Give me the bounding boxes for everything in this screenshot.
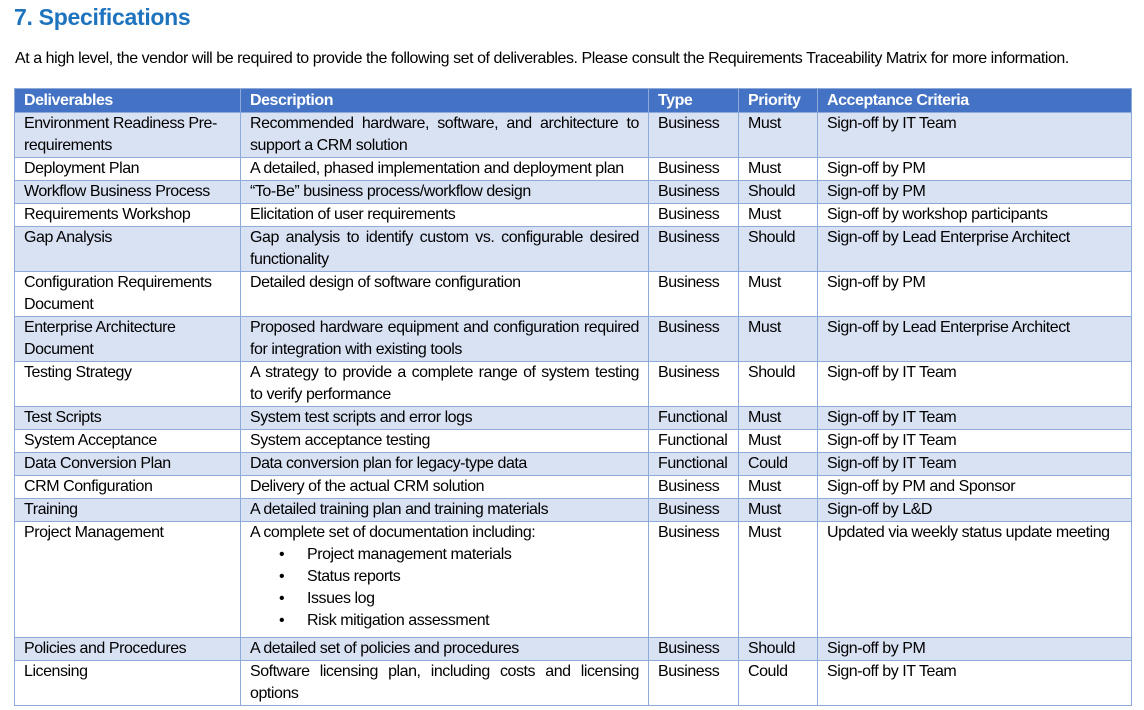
- cell-description: Recommended hardware, software, and architecture to support a CRM solution: [241, 113, 649, 158]
- cell-deliverable: Requirements Workshop: [15, 204, 241, 227]
- cell-deliverable: Policies and Procedures: [15, 638, 241, 661]
- cell-deliverable: Data Conversion Plan: [15, 453, 241, 476]
- cell-type: Business: [649, 476, 739, 499]
- cell-priority: Should: [739, 227, 818, 272]
- cell-type: Business: [649, 317, 739, 362]
- intro-paragraph: At a high level, the vendor will be required to provide the following set of deliverables. Please consult the Requirements Traceability Matrix for more information.: [15, 50, 1069, 67]
- cell-description-text: A complete set of documentation including:: [250, 524, 536, 541]
- table-row: [15, 158, 1132, 181]
- cell-description: Software licensing plan, including costs and licensing options: [241, 661, 649, 706]
- cell-deliverable: Training: [15, 499, 241, 522]
- cell-priority: Must: [739, 158, 818, 181]
- table-row: [15, 476, 1132, 499]
- cell-priority: Must: [739, 476, 818, 499]
- header-type: Type: [649, 89, 739, 113]
- cell-description: Elicitation of user requirements: [241, 204, 649, 227]
- cell-type: Business: [649, 522, 739, 638]
- header-priority: Priority: [739, 89, 818, 113]
- table-row: [15, 204, 1132, 227]
- cell-deliverable: Workflow Business Process: [15, 181, 241, 204]
- cell-priority: Must: [739, 317, 818, 362]
- cell-deliverable: Test Scripts: [15, 407, 241, 430]
- cell-type: Business: [649, 499, 739, 522]
- cell-type: Business: [649, 362, 739, 407]
- cell-acceptance: Sign-off by PM: [818, 181, 1132, 204]
- cell-priority: Must: [739, 430, 818, 453]
- cell-description: System test scripts and error logs: [241, 407, 649, 430]
- cell-acceptance: Sign-off by PM: [818, 638, 1132, 661]
- documentation-list: [250, 544, 639, 632]
- table-row: [15, 522, 1132, 638]
- table-row: [15, 453, 1132, 476]
- cell-type: Business: [649, 204, 739, 227]
- cell-type: Business: [649, 113, 739, 158]
- list-item: • Issues log: [307, 588, 639, 610]
- cell-description: Detailed design of software configuration: [241, 272, 649, 317]
- cell-acceptance: Sign-off by IT Team: [818, 430, 1132, 453]
- cell-acceptance: Sign-off by workshop participants: [818, 204, 1132, 227]
- cell-description: A strategy to provide a complete range of system testing to verify performance: [241, 362, 649, 407]
- cell-description: System acceptance testing: [241, 430, 649, 453]
- cell-description: “To-Be” business process/workflow design: [241, 181, 649, 204]
- cell-priority: Must: [739, 407, 818, 430]
- cell-description: Delivery of the actual CRM solution: [241, 476, 649, 499]
- table-row: [15, 227, 1132, 272]
- table-row: [15, 430, 1132, 453]
- cell-deliverable: Enterprise Architecture Document: [15, 317, 241, 362]
- cell-type: Functional: [649, 453, 739, 476]
- cell-type: Business: [649, 272, 739, 317]
- cell-priority: Must: [739, 204, 818, 227]
- cell-deliverable: Configuration Requirements Document: [15, 272, 241, 317]
- cell-type: Business: [649, 638, 739, 661]
- cell-deliverable: Environment Readiness Pre-requirements: [15, 113, 241, 158]
- cell-description: [241, 522, 649, 638]
- cell-type: Functional: [649, 430, 739, 453]
- cell-description: A detailed set of policies and procedures: [241, 638, 649, 661]
- table-row: [15, 499, 1132, 522]
- header-deliverables: Deliverables: [15, 89, 241, 113]
- cell-description: A detailed, phased implementation and deployment plan: [241, 158, 649, 181]
- cell-type: Business: [649, 661, 739, 706]
- cell-deliverable: System Acceptance: [15, 430, 241, 453]
- list-item: • Risk mitigation assessment: [307, 610, 639, 632]
- cell-type: Business: [649, 158, 739, 181]
- table-row: [15, 661, 1132, 706]
- cell-deliverable: Gap Analysis: [15, 227, 241, 272]
- cell-deliverable: Testing Strategy: [15, 362, 241, 407]
- cell-acceptance: Sign-off by Lead Enterprise Architect: [818, 317, 1132, 362]
- cell-acceptance: Sign-off by L&D: [818, 499, 1132, 522]
- header-acceptance-criteria: Acceptance Criteria: [818, 89, 1132, 113]
- table-row: [15, 362, 1132, 407]
- cell-priority: Could: [739, 661, 818, 706]
- cell-priority: Should: [739, 362, 818, 407]
- list-item: • Status reports: [307, 566, 639, 588]
- cell-description: A detailed training plan and training materials: [241, 499, 649, 522]
- table-row: [15, 181, 1132, 204]
- cell-description: Proposed hardware equipment and configuration required for integration with existing tools: [241, 317, 649, 362]
- cell-deliverable: Deployment Plan: [15, 158, 241, 181]
- cell-priority: Must: [739, 113, 818, 158]
- cell-priority: Should: [739, 638, 818, 661]
- deliverables-table: [14, 88, 1132, 706]
- table-row: [15, 317, 1132, 362]
- cell-priority: Should: [739, 181, 818, 204]
- table-row: [15, 638, 1132, 661]
- table-header-row: [15, 89, 1132, 113]
- cell-priority: Could: [739, 453, 818, 476]
- cell-description: Gap analysis to identify custom vs. configurable desired functionality: [241, 227, 649, 272]
- cell-deliverable: Licensing: [15, 661, 241, 706]
- cell-deliverable: Project Management: [15, 522, 241, 638]
- cell-type: Business: [649, 181, 739, 204]
- cell-acceptance: Sign-off by Lead Enterprise Architect: [818, 227, 1132, 272]
- cell-acceptance: Sign-off by PM and Sponsor: [818, 476, 1132, 499]
- cell-acceptance: Sign-off by IT Team: [818, 362, 1132, 407]
- cell-type: Functional: [649, 407, 739, 430]
- cell-acceptance: Sign-off by IT Team: [818, 407, 1132, 430]
- cell-deliverable: CRM Configuration: [15, 476, 241, 499]
- cell-priority: Must: [739, 272, 818, 317]
- cell-acceptance: Sign-off by PM: [818, 158, 1132, 181]
- list-item: • Project management materials: [307, 544, 639, 566]
- table-row: [15, 113, 1132, 158]
- cell-priority: Must: [739, 499, 818, 522]
- cell-acceptance: Sign-off by PM: [818, 272, 1132, 317]
- table-row: [15, 272, 1132, 317]
- cell-acceptance: Sign-off by IT Team: [818, 113, 1132, 158]
- cell-acceptance: Sign-off by IT Team: [818, 661, 1132, 706]
- cell-acceptance: Sign-off by IT Team: [818, 453, 1132, 476]
- cell-priority: Must: [739, 522, 818, 638]
- cell-type: Business: [649, 227, 739, 272]
- section-heading: 7. Specifications: [14, 4, 191, 30]
- table-row: [15, 407, 1132, 430]
- cell-description: Data conversion plan for legacy-type data: [241, 453, 649, 476]
- header-description: Description: [241, 89, 649, 113]
- cell-acceptance: Updated via weekly status update meeting: [818, 522, 1132, 638]
